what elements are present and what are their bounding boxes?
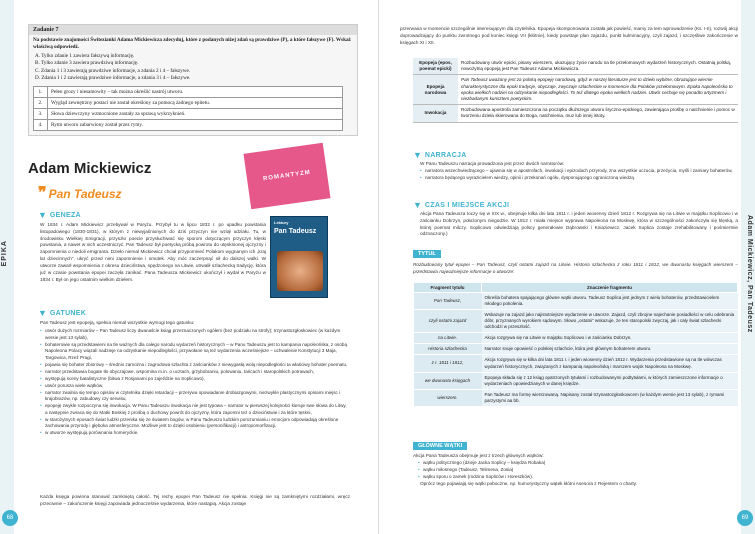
fragment-cell: Historia szlachecka — [414, 344, 482, 355]
definition-text: Pan Tadeusz uważany jest za polską epopeję narodową, gdyż w naszej literaturze jest to dzieło wybitne, obrazujące wiernie charakterystyczne dla epoki tradycje, obyczaje, zwyczaje szlacheckie w momencie dla Polaków przełomowym. Epoka napoleońska to epoka wielkich nadziei na odzyskanie niepodległości. To też dlatego epoka wielkich nadziei. Utwór cechuje się ponadto artyzmem i niezbadanym kunsztem poetyckim. — [458, 75, 738, 105]
task-option: C. Zdania 1 i 3 zawierają prawdziwe informacje, a zdania 2 i 4 – fałszywe. — [35, 67, 191, 74]
glowne-intro: Akcja Pana Tadeusza obejmuje jest z trzech głównych wątków: — [413, 453, 544, 458]
definition-term: Epopeja narodowa — [413, 75, 458, 105]
task-title: Zadanie 7 — [29, 25, 357, 35]
fragment-cell: we dwunastu księgach — [414, 372, 482, 389]
list-item: • w starożytnych eposach świat ludzki przenika się ze światem bogów, w Panu Tadeuszu ludzkim porozumianiu i emocjom odpowiadają określone zachowania przyrody i głęboka atmosferyczne. Możliwe jest to dzięki osobieniu (personifikacji) i antropomorfizacji, — [40, 417, 350, 430]
definition-text: Rozbudowany utwór epicki, pisany wierszem, ukazujący życie narodu na tle przełomowych wydarzeń historycznych. Ostatnią polską, nowożytną epopeją jest Pan Tadeusz Adama Mickiewicza. — [458, 58, 738, 75]
geneza-text: W 1834 r. Adam Mickiewicz przebywał w Paryżu. Przybył tu w lipcu 1832 r. po upadku powstania listopadowego (1830-1831), w którym z niewyjaśnionych do dziś przyczyn nie wziął udziału. Tu, w środowisku Wielkiej Emigracji, przyszło poecie przysłuchiwać się sporom dotyczącym przyczyn klęski powstania, a nawet w nich uczestniczyć. Pan Tadeusz był poetycką próbą powrotu do utęsknionej ojczyzny i zapomnienia o niedoli emigranta. Dzieło niemal Mickiewicz chciał przypomnieć Polakom wygnanym ich „kraj lat dziecinnych”, ukryć przed nimi zapomnienie i smutek. Aby móc zaczerpnąć sił do dalszej walki. W utworze zawarł wspomnienia z okresu dzieciństwa, spędzonego na Litwie, utrwalił szlachecką tradycję, która już w czasie powstania epopei zaczęła zanikać. Pana Tadeusza Mickiewicz ukończył i wydał w Paryżu w 1834 r. Był on jego ostatnim wielkim dziełem. — [40, 222, 266, 282]
table-row — [414, 389, 738, 406]
meaning-cell: Akcja rozgrywa się na Litwie w majątku Soplicowo i w zaścianku Dobrzyn. — [482, 333, 738, 344]
meaning-cell: Pan Tadeusz ma formę wierszowaną. Napisany został trzynastozgłoskowcem (w każdym wersie jest 13 sylab), z rymami parzystymi aa bb. — [482, 389, 738, 406]
table-row — [414, 372, 738, 389]
side-tab-left — [0, 0, 14, 534]
fragments-table — [413, 282, 738, 407]
chevron-down-icon: ▼ — [38, 308, 47, 318]
list-item: • pojawia się bohater zbiorowy – średnio zamożna i zagrodowa szlachta z zaścianków z niewygasłą wolą niepodległości ta właściwy bohater poematu, — [40, 362, 350, 369]
side-label-right: Adam Mickiewicz, Pan Tadeusz — [746, 215, 753, 333]
task-row-text: Wygląd zewnętrzny postaci nie został określony za pomocą żadnego epitetu. — [48, 98, 343, 109]
chevron-down-icon: ▼ — [413, 200, 422, 210]
list-item: • w utworze występują porównania homeryckie. — [40, 430, 350, 437]
task-row-text: Słowa dziewczyny wzmocnione zostały za sprawą wykrzyknień. — [48, 109, 343, 120]
gatunek-heading-text: GATUNEK — [49, 309, 87, 317]
table-row — [413, 75, 738, 105]
gatunek-intro: Pan Tadeusz jest epopeją, spełnia niemal wszystkie wymogi tego gatunku: — [40, 320, 195, 325]
czas-text: Akcja Pana Tadeusza toczy się w XIX w., obejmuje kilka dni lata 1811 r. i jeden wiosenny dzień 1812 r. Rozgrywa się na Litwie w majątku Soplicowo i w zaścianku Dobrzyn, położonym niegodzie. W 1812 r. miała miejsce wyprawa Napoleona na Moskwę, która w szczególności zakończyła się klęską, a której poemat milczy. Soplicowo odwiedziają polscy generałowie Dąbrowski i Kniaziewicz. Jacek Soplica zostaje zrehabilitowany i pośmiertnie odznaczony.) — [420, 211, 738, 237]
glowne-outro: Oprócz tego pojawiają się wątki poboczne, np. humorystyczny wątek kłótni Asesora z Rejentem o charty. — [420, 481, 637, 486]
task-row-text: Rytm utworu zabarwiony został przez rymy. — [48, 120, 343, 131]
work-title-text: Pan Tadeusz — [48, 187, 122, 201]
fragment-cell: czyli ostatni zajazd — [414, 310, 482, 333]
tytul-text: Rozbudowany tytuł epopei – Pan Tadeusz, czyli ostatni zajazd na Litwie. Historia szlachecka z roku 1811 i 1812, we dwunastu księgach wierszem – przedstawia najważniejsze informacje o utworze: — [413, 262, 738, 274]
page-number-left: 68 — [2, 510, 18, 526]
table-row — [414, 293, 738, 310]
narracja-list — [420, 168, 738, 182]
table-row — [414, 333, 738, 344]
list-item: • narrator zwalnia się tempo opisów w czytelnika dzięki retardacji – przerywa opowiadanie drobiazgowymi, niezwykle plastycznymi opisami miejsc i krajobrazów, np. zabudowy czy serwisu, — [40, 390, 350, 403]
list-item: • narrator przedstawia bogate tło obyczajowe, wspomina m.in. o ucztach, grzybobraniu, polowaniu, tańcach i staropolskich potrawach, — [40, 369, 350, 376]
fragment-cell: na Litwie. — [414, 333, 482, 344]
page-number-right: 69 — [737, 510, 753, 526]
gatunek-list — [40, 328, 350, 437]
table-row — [414, 344, 738, 355]
book-cover-illustration — [277, 251, 323, 291]
task-row-text: Pełen grozy i niesamowity – tak można określić nastrój utworu. — [48, 87, 343, 98]
task-row-number: 1. — [34, 87, 48, 98]
column-header: Znaczenie fragmentu — [482, 283, 738, 293]
list-item: • utwór dużych rozmiarów – Pan Tadeusz liczy dwanaście ksiąg przeznaczonych ogółem (bez podziału na strofy); trzynastozgłoskowiec (w każdym wersie jest 13 sylab), — [40, 328, 350, 341]
book-cover-image — [270, 216, 328, 298]
task-row — [34, 98, 343, 109]
gatunek-outro: Każda księga powinna stanowić zamkniętą całość. Tej rechy epopei Pan Tadeusz nie spełnia. Księgi nie są zamkniętymi rozdziałami, wręcz przeciwnie – zakończenie księgi zapowiada jednocześnie wydarzenia, które nastąpią. Akcja zostaje — [40, 494, 350, 506]
narracja-intro: W Panu Tadeuszu narracja prowadzona jest przez dwóch narratorów: — [420, 161, 565, 166]
list-item: • występują sceny batalistyczne (bitwa z Rosjanami po zajeździe na Soplicowo), — [40, 376, 350, 383]
table-row — [414, 310, 738, 333]
list-item: • utwór porusza wiele wątków, — [40, 383, 350, 390]
meaning-cell: Akcja rozgrywa się w kilka dni lata 1811 r. i jeden wiosenny dzień 1812 r. Wydarzenia przedstawione są na tle wówczas wydarzeń historycznych, związanych z kampanią napoleońską i marszem wojsk Napoleona na Moskwę. — [482, 355, 738, 372]
fragment-cell: wierszem. — [414, 389, 482, 406]
book-cover-series: Lektury — [274, 220, 289, 225]
list-item: • bohaterowie są przedstawieni na tle ważnych dla całego narodu wydarzeń historycznych – w Panu Tadeuszu jest to kampania napoleońska, z osobą Napoleona Polacy wiązali nadzieje na odzyskanie niepodległości, przywołane są też wydarzenia wcześniejsze – uchwalenie Konstytucji 3 Maja, Targowica, Rzeź Pragi, — [40, 342, 350, 362]
tytul-label: TYTUŁ — [413, 250, 441, 258]
list-item: • epopeję zwykle rozpoczyna się inwokacja. W Panu Tadeuszu inwokacja nie jest typowa – narrator w pierwszej kolejności kieruje swe słowa do Litwy, a następnie zwraca się do Matki Boskiej z prośbą o duchowy powrót do ojczyzny, która zapomni też o dzieciństwie i za które tęskni, — [40, 403, 350, 416]
chevron-down-icon: ▼ — [38, 210, 47, 220]
table-row — [413, 58, 738, 75]
task-row-number: 4. — [34, 120, 48, 131]
glowne-watki-label: GŁÓWNE WĄTKI — [413, 442, 467, 450]
definitions-table — [413, 58, 738, 123]
meaning-cell: Wskazuje na zajazd jako najistotniejsze wydarzenie w utworze. Zajazd, czyli zbrojne najechanie posiadłości w celu odebrania dóbr, przyznanych wyrokiem sądowym. Słowo „ostatni” wskazuje, że ten staropolski zwyczaj, jak i cały świat szlachecki odchodzi w przeszłość. — [482, 310, 738, 333]
list-item: • wątku politycznego (dzieje Jacka Soplicy – księdza Robaka) — [418, 460, 738, 467]
chevron-down-icon: ▼ — [413, 150, 422, 160]
task-row — [34, 120, 343, 131]
fragment-cell: Pan Tadeusz, — [414, 293, 482, 310]
geneza-heading-text: GENEZA — [49, 211, 81, 219]
meaning-cell: Narrator snuje opowieść o polskiej szlachcie, która jest głównym bohaterem utworu. — [482, 344, 738, 355]
definition-text: Rozbudowana apostrofa zamieszczona na początku dłuższego utworu liryczno-epickiego, zawierająca prośbę o natchnienie i pomoc w tworzeniu dzieła skierowana do Boga, natchnienia, muz lub innej istoty. — [458, 105, 738, 122]
epoch-badge: ROMANTYZM — [243, 143, 330, 210]
geneza-heading — [38, 210, 81, 220]
right-intro-text: przerwana w momencie szczególnie interesującym dla czytelnika. Epopeja skomponowana została jak powieść, mamy za tem wprowadzenie (Ks. I-II), rozwój akcji doprowadzający do punktu zwrotnego pod koniec księgi VII (kłótnie), kiedy powstaje plan zajazdu, punkt kulminacyjny, czyli zajazd, i szczęśliwe zakończenie w księgach XI i XII. — [400, 26, 738, 45]
list-item: • narratora wszechwiedzącego – ujawnia się w apostrofach, inwokacji i epizodach przyrody, zna wszystkie uczucia, przeżycia, myśli i zamiary bohaterów, — [420, 168, 738, 175]
book-cover-title: Pan Tadeusz — [274, 228, 317, 235]
czas-heading — [413, 200, 509, 210]
task-row — [34, 109, 343, 120]
column-header: Fragment tytułu — [414, 283, 482, 293]
table-row — [414, 355, 738, 372]
list-item: • wątku miłosnego (Tadeusz, Telimena, Zosia) — [418, 467, 738, 474]
quote-icon: ❞ — [38, 185, 47, 202]
table-header-row — [414, 283, 738, 293]
work-title — [38, 183, 122, 203]
glowne-list — [418, 460, 738, 481]
definition-term: Inwokacja — [413, 105, 458, 122]
task-option: D. Zdania 1 i 2 zawierają prawdziwe informacje, a zdania 3 i 4 – fałszywe. — [35, 74, 191, 81]
task-table — [33, 86, 343, 131]
gatunek-heading — [38, 308, 86, 318]
narracja-heading-text: NARRACJA — [424, 151, 467, 159]
task-row-number: 2. — [34, 98, 48, 109]
side-label-left: EPIKA — [1, 240, 8, 267]
task-row-number: 3. — [34, 109, 48, 120]
narracja-heading — [413, 150, 467, 160]
task-option: B. Tylko zdanie 3 zawiera prawdziwą informację. — [35, 60, 139, 67]
task-box — [28, 24, 358, 136]
task-question: Na podstawie znajomości Świtezianki Adama Mickiewicza zdecyduj, które z podanych niżej zdań są prawdziwe (P), a które fałszywe (F). Wskaż właściwą odpowiedź. — [33, 37, 351, 51]
meaning-cell: Epopeja składa się z 12 ksiąg opatrzonych tytułami i rozbudowanymi podtytułami, w których zamieszczone informacje o wydarzeniach opowiedzianych w danej księdze. — [482, 372, 738, 389]
list-item: • wątku sporu o zamek (rodzina Sopliców i Horeszków). — [418, 474, 738, 481]
czas-heading-text: CZAS I MIEJSCE AKCJI — [424, 201, 510, 209]
fragment-cell: z r. 1811 i 1812, — [414, 355, 482, 372]
author-name: Adam Mickiewicz — [28, 160, 152, 177]
table-row — [413, 105, 738, 122]
definition-term: Epopeja (epos, poemat epicki) — [413, 58, 458, 75]
side-tab-right — [741, 0, 755, 534]
task-row — [34, 87, 343, 98]
meaning-cell: Określa bohatera spajającego główne wątki utworu. Tadeusz Soplica jest jednym z wielu bohaterów, przedstawicielem młodego pokolenia. — [482, 293, 738, 310]
task-option: A. Tylko zdanie 1 zawiera fałszywą informację. — [35, 53, 135, 60]
list-item: • narratora będącego wyrazicielem wiedzy, opinii i przekonań ogółu, dysponującego ograniczoną wiedzą. — [420, 175, 738, 182]
